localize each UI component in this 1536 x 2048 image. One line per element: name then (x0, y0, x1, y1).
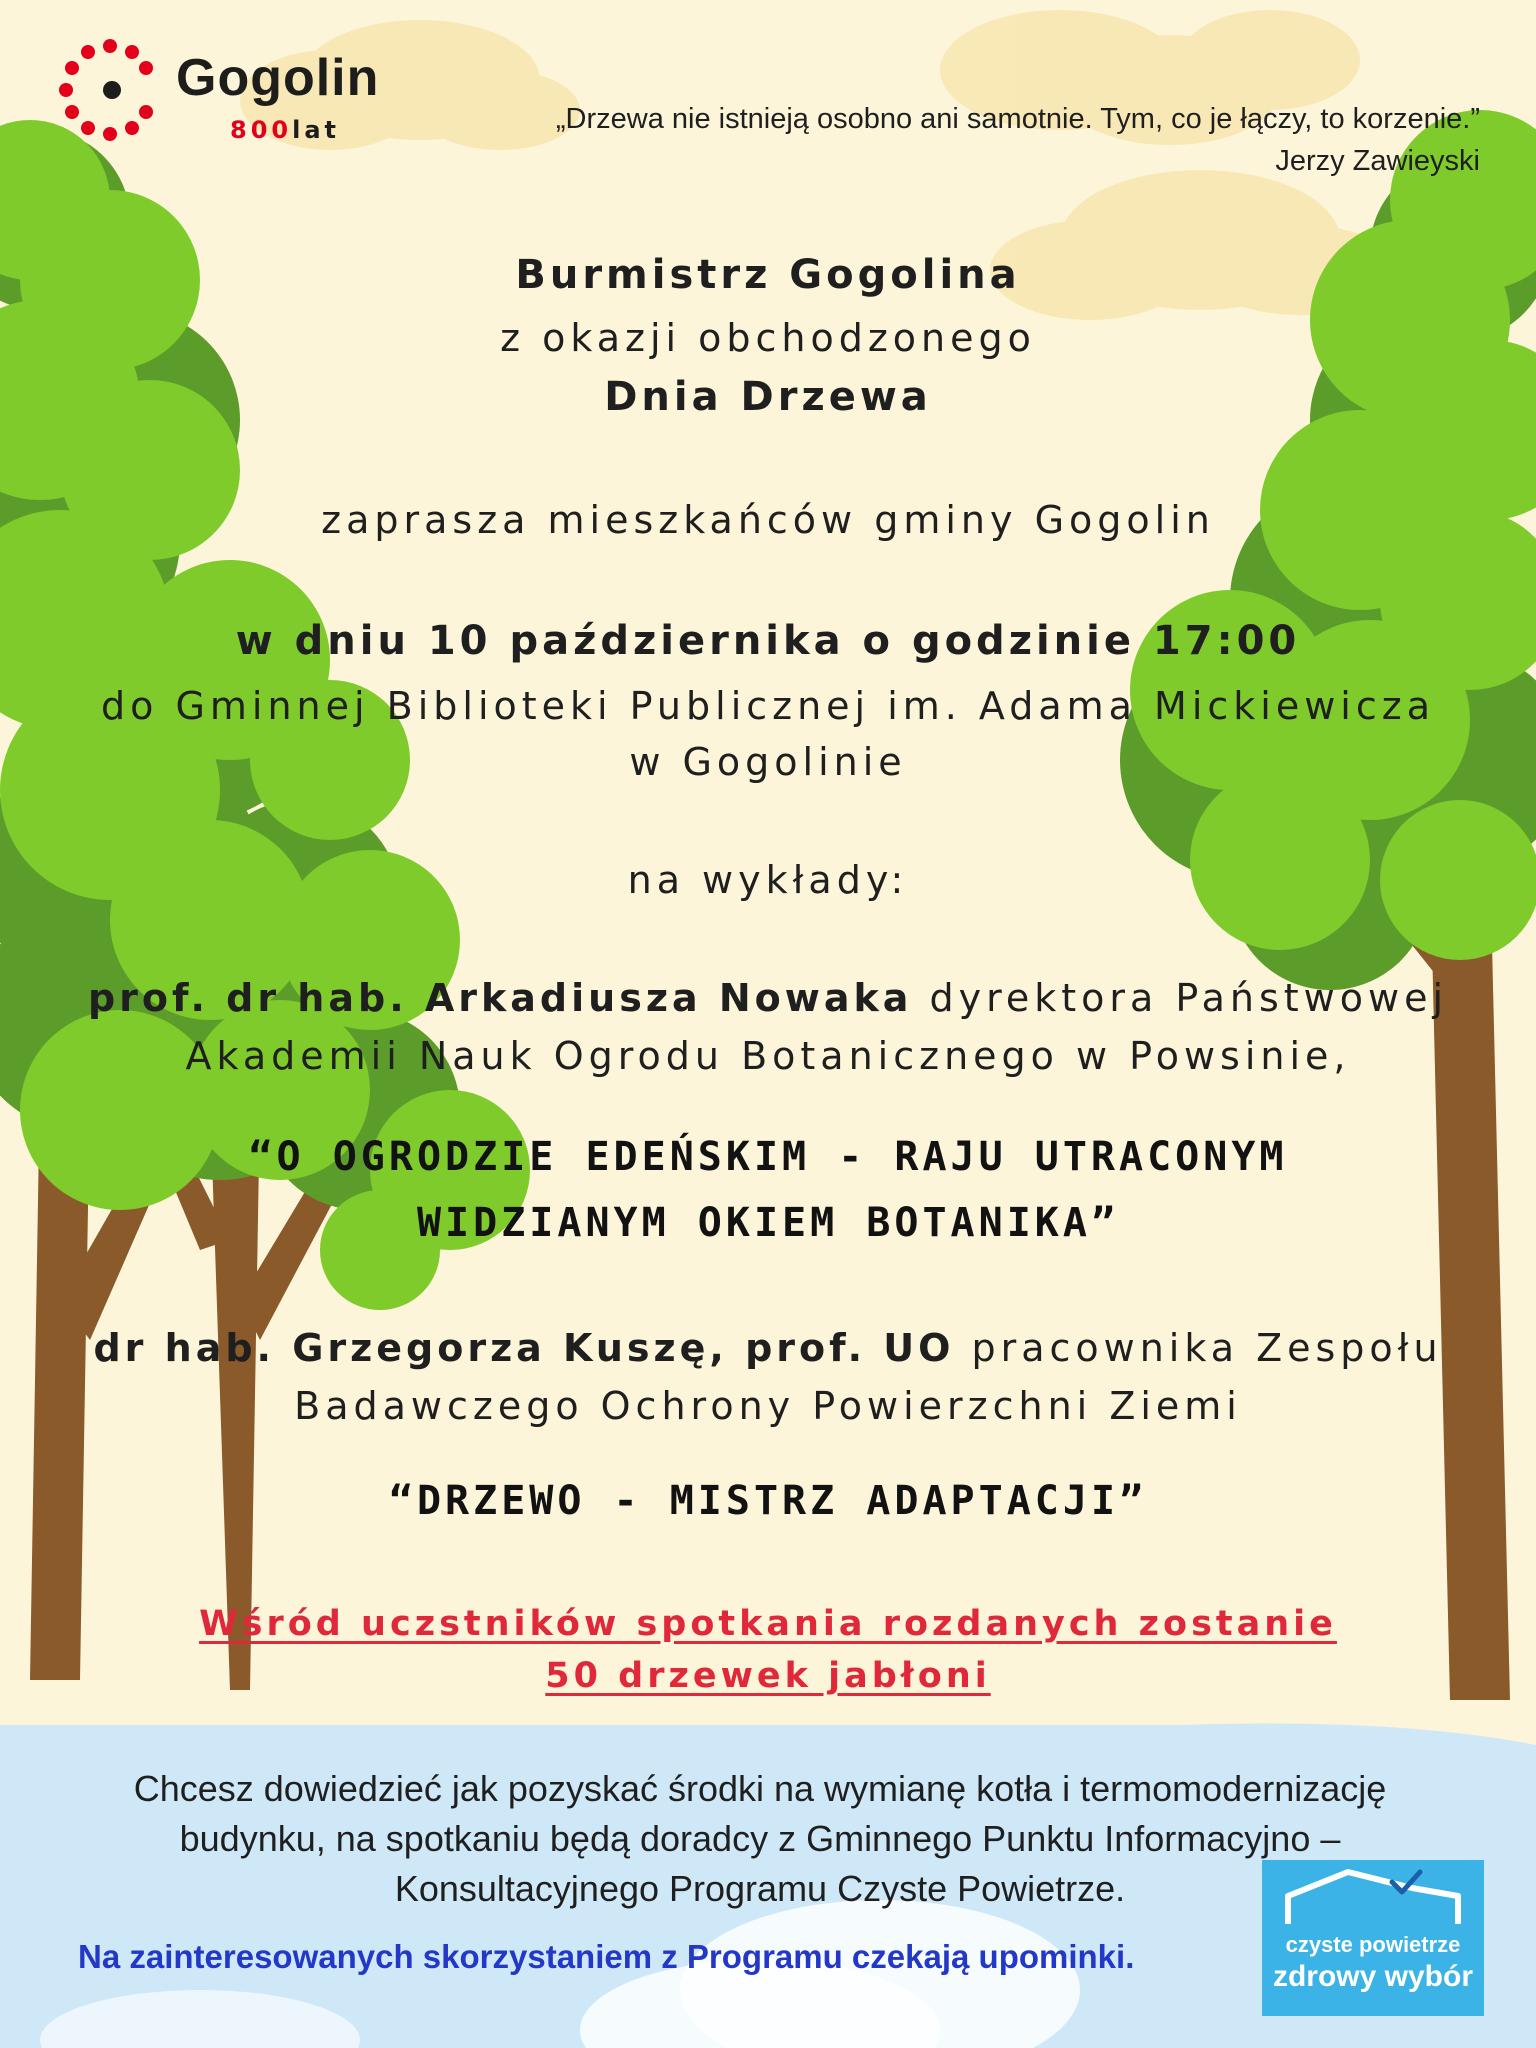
lecture-1-role-1: dyrektora Państwowej (912, 976, 1449, 1020)
lecture-2-role-2: Badawczego Ochrony Powierzchni Ziemi (294, 1384, 1242, 1428)
lecture-1-role-2: Akademii Nauk Ogrodu Botanicznego w Powsinie, (185, 1034, 1351, 1078)
logo-years-word: lat (292, 116, 341, 144)
gogolin-logo (50, 36, 390, 148)
giveaway-line-1: Wśród uczstników spotkania rozdanych zostanie (199, 1604, 1337, 1644)
logo-dot-ring-icon (50, 36, 170, 148)
bottom-line-3: Konsultacyjnego Programu Czyste Powietrze. (394, 1868, 1126, 1909)
logo-subtitle (230, 116, 340, 144)
logo-title: Gogolin (176, 49, 380, 107)
lecture-1-speaker: prof. dr hab. Arkadiusza Nowaka (87, 976, 913, 1020)
quote-author: Jerzy Zawieyski (1275, 145, 1480, 177)
czyste-powietrze-badge (1262, 1860, 1484, 2016)
giveaway-line-2: 50 drzewek jabłoni (545, 1656, 991, 1696)
badge-line-2: zdrowy wybór (1272, 1960, 1474, 1993)
quote-text: „Drzewa nie istnieją osobno ani samotnie. Tym, co je łączy, to korzenie.” (555, 103, 1480, 135)
lecture-1-speaker-line (40, 976, 1496, 1020)
logo-years-number: 800 (230, 116, 293, 144)
event-datetime: w dniu 10 października o godzinie 17:00 (235, 618, 1301, 664)
lecture-1-title-2: WIDZIANYM OKIEM BOTANIKA” (416, 1200, 1120, 1246)
lecture-2-role-1: pracownika Zespołu (954, 1326, 1443, 1370)
intro-line-1: Burmistrz Gogolina (515, 252, 1021, 298)
bottom-line-2: budynku, na spotkaniu będą doradcy z Gminnego Punktu Informacyjno – (179, 1818, 1341, 1859)
intro-line-4: zaprasza mieszkańców gminy Gogolin (321, 498, 1215, 542)
event-place-line-2: w Gogolinie (629, 740, 907, 784)
lecture-2-title: “DRZEWO - MISTRZ ADAPTACJI” (388, 1478, 1148, 1524)
lecture-2-speaker-line (40, 1326, 1496, 1370)
event-place-line-1: do Gminnej Biblioteki Publicznej im. Adama Mickiewicza (101, 684, 1435, 728)
bottom-line-1: Chcesz dowiedzieć jak pozyskać środki na wymianę kotła i termomodernizację (133, 1768, 1387, 1809)
house-check-icon (1262, 1860, 1484, 1940)
lectures-intro: na wykłady: (627, 858, 909, 902)
quote-block (380, 98, 1480, 182)
promo-text: Na zainteresowanych skorzystaniem z Programu czekają upominki. (78, 1938, 1135, 1975)
intro-line-3: Dnia Drzewa (604, 374, 932, 420)
lecture-1-title-1: “O OGRODZIE EDEŃSKIM - RAJU UTRACONYM (248, 1134, 1288, 1180)
lecture-2-speaker: dr hab. Grzegorza Kuszę, prof. UO (93, 1326, 955, 1370)
bottom-info (60, 1764, 1460, 1914)
badge-line-1: czyste powietrze (1285, 1932, 1461, 1957)
intro-line-2: z okazji obchodzonego (500, 316, 1036, 360)
